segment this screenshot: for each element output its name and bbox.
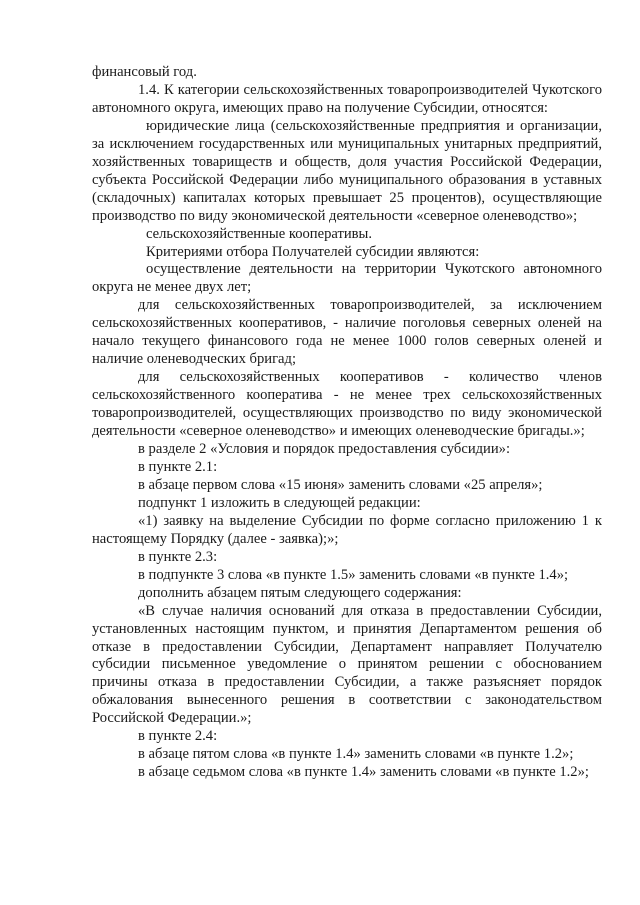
paragraph-14: в пункте 2.3: — [138, 548, 218, 565]
paragraph-7: для сельскохозяйственных товаропроизводителей, за исключением сельскохозяйственных кооперативов, - наличие поголовья северных оленей на начало текущего финансового года не менее 1000 голов северных оленей и наличие оленеводческих бригад; — [92, 297, 602, 368]
paragraph-18: в пункте 2.4: — [138, 728, 218, 745]
paragraph-2: 1.4. К категории сельскохозяйственных товаропроизводителей Чукотского автономного округа, имеющих право на получение Субсидии, относятся: — [92, 81, 602, 116]
paragraph-16: дополнить абзацем пятым следующего содержания: — [138, 584, 462, 601]
paragraph-20: в абзаце седьмом слова «в пункте 1.4» заменить словами «в пункте 1.2»; — [138, 764, 589, 781]
paragraph-4: сельскохозяйственные кооперативы. — [146, 225, 373, 242]
paragraph-9: в разделе 2 «Условия и порядок предоставления субсидии»: — [138, 441, 511, 458]
paragraph-19: в абзаце пятом слова «в пункте 1.4» заменить словами «в пункте 1.2»; — [138, 746, 574, 763]
paragraph-11: в абзаце первом слова «15 июня» заменить словами «25 апреля»; — [138, 476, 543, 493]
paragraph-8: для сельскохозяйственных кооперативов - количество членов сельскохозяйственного кооператива - не менее трех сельскохозяйственных товаропроизводителей, осуществляющих производство по виду экономической деятельности «северное оленеводство» и имеющих оленеводческие бригады.»; — [92, 369, 602, 440]
paragraph-13: «1) заявку на выделение Субсидии по форме согласно приложению 1 к настоящему Порядку (далее - заявка);»; — [92, 512, 602, 547]
paragraph-15: в подпункте 3 слова «в пункте 1.5» заменить словами «в пункте 1.4»; — [138, 566, 569, 583]
paragraph-10: в пункте 2.1: — [138, 458, 218, 475]
document-body — [92, 64, 602, 782]
paragraph-5: Критериями отбора Получателей субсидии являются: — [146, 243, 480, 260]
paragraph-6: осуществление деятельности на территории Чукотского автономного округа не менее двух лет; — [92, 261, 602, 296]
paragraph-17: «В случае наличия оснований для отказа в предоставлении Субсидии, установленных настоящим пунктом, и принятия Департаментом решения об отказе в предоставлении Субсидии, Департамент направляет Получателю субсидии письменное уведомление о принятом решении с обоснованием причины отказа в предоставлении Субсидии, а также разъясняет порядок обжалования вынесенного решения в соответствии с законодательством Российской Федерации.»; — [92, 602, 602, 727]
paragraph-1: финансовый год. — [92, 64, 197, 80]
paragraph-3: юридические лица (сельскохозяйственные предприятия и организации, за исключением государственных или муниципальных унитарных предприятий, хозяйственных товариществ и обществ, доля участия Российской Федерации, субъекта Российской Федерации либо муниципального образования в уставных (складочных) капиталах которых превышает 25 процентов), осуществляющие производство по виду экономической деятельности «северное оленеводство»; — [92, 117, 602, 224]
paragraph-12: подпункт 1 изложить в следующей редакции: — [138, 494, 421, 511]
